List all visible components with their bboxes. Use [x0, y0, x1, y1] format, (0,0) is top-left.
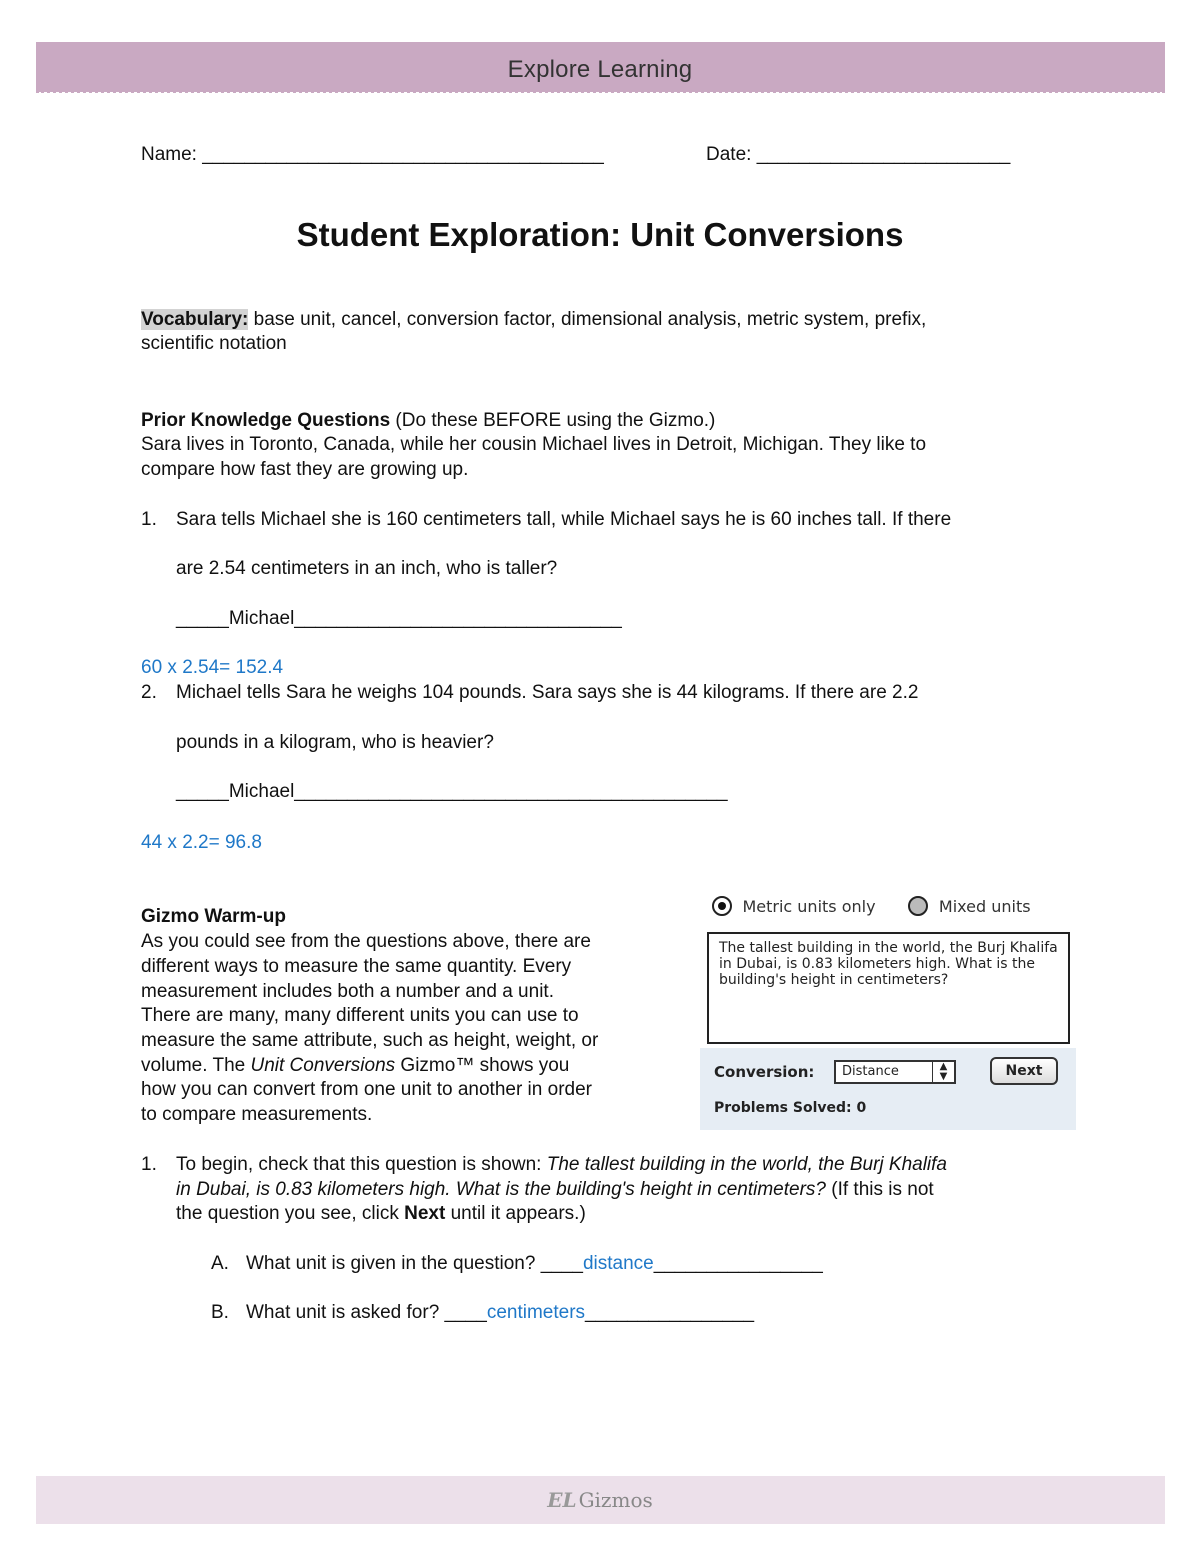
activity-1-number: 1. — [141, 1154, 157, 1175]
gizmo-name: Unit Conversions — [250, 1055, 396, 1076]
subquestion-a-blank-post: ________________ — [653, 1253, 823, 1274]
question-1-work: 60 x 2.54= 152.4 — [141, 657, 284, 678]
warmup-line-6-post: Gizmo™ shows you — [395, 1055, 570, 1076]
subquestion-b-text: What unit is asked for? — [246, 1302, 445, 1323]
warmup-line-8: to compare measurements. — [141, 1104, 373, 1125]
date-line: ________________________ — [756, 144, 1011, 165]
subquestion-a-answer: distance — [582, 1253, 654, 1274]
date-label: Date: — [706, 144, 752, 165]
subquestion-a-text: What unit is given in the question? — [246, 1253, 541, 1274]
gizmos-logo — [0, 1488, 1200, 1512]
question-1-answer: _____Michael_______________________________ — [176, 608, 622, 629]
question-2-answer: _____Michael_________________________________________ — [176, 781, 728, 802]
subquestion-b — [246, 1301, 754, 1325]
subquestion-a — [246, 1252, 823, 1276]
name-line: ______________________________________ — [202, 144, 604, 165]
question-1-line-1: Sara tells Michael she is 160 centimeters tall, while Michael says he is 60 inches tall. If there — [176, 509, 952, 530]
question-2-number: 2. — [141, 682, 157, 703]
date-field — [706, 143, 1010, 167]
question-1-number: 1. — [141, 509, 157, 530]
name-label: Name: — [141, 144, 197, 165]
unit-mode-radios — [712, 896, 1031, 916]
header-divider — [36, 90, 1165, 93]
conversion-label: Conversion: — [714, 1063, 815, 1081]
prior-intro-line-1: Sara lives in Toronto, Canada, while her cousin Michael lives in Detroit, Michigan. They like to — [141, 434, 927, 455]
subquestion-b-letter: B. — [211, 1302, 229, 1323]
radio-unselected-icon[interactable] — [908, 896, 928, 916]
conversion-select[interactable] — [834, 1060, 956, 1084]
prior-intro-line-2: compare how fast they are growing up. — [141, 459, 469, 480]
activity-1-line-2-post: (If this is not — [825, 1179, 934, 1200]
warmup-line-7: how you can convert from one unit to another in order — [141, 1079, 592, 1100]
question-2-line-1: Michael tells Sara he weighs 104 pounds. Sara says she is 44 kilograms. If there are 2.2 — [176, 682, 919, 703]
conversion-select-value: Distance — [842, 1064, 899, 1079]
activity-1-line-3-post: until it appears.) — [445, 1203, 586, 1224]
prior-knowledge-note: (Do these BEFORE using the Gizmo.) — [390, 410, 716, 431]
next-button[interactable]: Next — [990, 1057, 1058, 1085]
vocabulary-line-2: scientific notation — [141, 333, 287, 354]
subquestion-b-blank-post: ________________ — [585, 1302, 755, 1323]
explorelearning-logo: Explore Learning — [507, 56, 693, 83]
gizmos-logo-text: Gizmos — [578, 1488, 653, 1512]
question-2-work: 44 x 2.2= 96.8 — [141, 832, 262, 853]
updown-arrows-icon: ▲ ▼ — [932, 1062, 954, 1082]
gizmo-question-box: The tallest building in the world, the Burj Khalifa in Dubai, is 0.83 kilometers high. What is the building's height in centimeters? — [707, 932, 1070, 1044]
activity-1-line-1-pre: To begin, check that this question is shown: — [176, 1154, 547, 1175]
warmup-line-4: There are many, many different units you can use to — [141, 1005, 579, 1026]
subquestion-b-blank-pre: ____ — [444, 1302, 487, 1323]
radio-mixed-label: Mixed units — [938, 896, 1031, 916]
activity-1-line-3-pre: the question you see, click — [176, 1203, 405, 1224]
warmup-line-6-pre: volume. The — [141, 1055, 251, 1076]
prior-knowledge-heading — [141, 409, 715, 433]
activity-1-line-2 — [176, 1178, 934, 1202]
warmup-line-2: different ways to measure the same quantity. Every — [141, 956, 572, 977]
activity-1-line-2-ital: in Dubai, is 0.83 kilometers high. What is the building's height in centimeters? — [176, 1179, 826, 1200]
gizmos-logo-mark: EL — [547, 1488, 577, 1512]
question-2-line-2: pounds in a kilogram, who is heavier? — [176, 732, 494, 753]
name-field — [141, 143, 604, 167]
activity-1-line-3 — [176, 1202, 586, 1226]
activity-1-line-1-ital: The tallest building in the world, the Burj Khalifa — [546, 1154, 947, 1175]
radio-selected-icon[interactable] — [712, 896, 732, 916]
subquestion-a-blank-pre: ____ — [540, 1253, 583, 1274]
warmup-line-1: As you could see from the questions above, there are — [141, 931, 591, 952]
prior-knowledge-title: Prior Knowledge Questions — [141, 410, 391, 431]
warmup-line-6 — [141, 1054, 569, 1078]
vocabulary-line-1 — [141, 308, 926, 332]
warmup-heading: Gizmo Warm-up — [141, 906, 286, 927]
subquestion-b-answer: centimeters — [486, 1302, 586, 1323]
activity-1-next-word: Next — [404, 1203, 446, 1224]
gizmo-controls — [700, 1048, 1076, 1130]
page-title: Student Exploration: Unit Conversions — [296, 216, 904, 253]
problems-solved: Problems Solved: 0 — [714, 1100, 867, 1116]
subquestion-a-letter: A. — [211, 1253, 229, 1274]
vocabulary-terms: base unit, cancel, conversion factor, dimensional analysis, metric system, prefix, — [248, 309, 927, 330]
radio-metric-label: Metric units only — [742, 896, 876, 916]
question-1-line-2: are 2.54 centimeters in an inch, who is taller? — [176, 558, 558, 579]
activity-1-line-1 — [176, 1153, 947, 1177]
warmup-line-5: measure the same attribute, such as height, weight, or — [141, 1030, 599, 1051]
warmup-line-3: measurement includes both a number and a unit. — [141, 981, 554, 1002]
gizmo-screenshot — [700, 888, 1076, 1130]
vocabulary-label: Vocabulary: — [141, 309, 249, 330]
